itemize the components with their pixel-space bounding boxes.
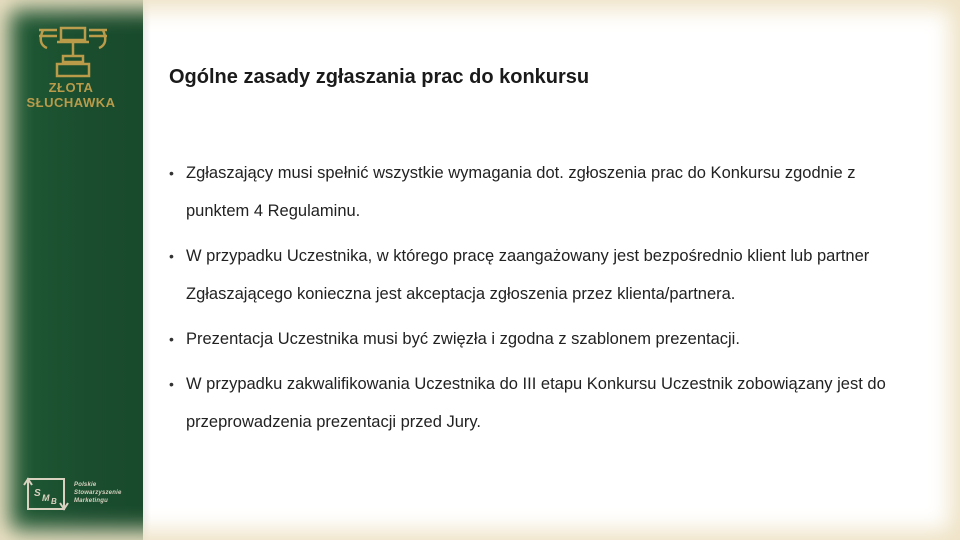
org-name-line2: Stowarzyszenie xyxy=(74,490,122,496)
psm-logo-icon xyxy=(22,475,70,513)
slide-title: Ogólne zasady zgłaszania prac do konkursu xyxy=(169,66,590,88)
bullet-item xyxy=(169,365,889,441)
bullet-text: W przypadku Uczestnika, w którego pracę zaangażowany jest bezpośrednio klient lub partner Zgłaszającego konieczna jest akceptacja zgłoszenia przez klienta/partnera. xyxy=(186,247,870,303)
org-name-line1: Polskie xyxy=(74,482,97,488)
logo-text-line2: SŁUCHAWKA xyxy=(26,95,116,110)
bullet-dot: • xyxy=(169,331,174,347)
bullet-text: Prezentacja Uczestnika musi być zwięzła i zgodna z szablonem prezentacji. xyxy=(186,330,740,348)
bullet-text: Zgłaszający musi spełnić wszystkie wymagania dot. zgłoszenia prac do Konkursu zgodnie z punktem 4 Regulaminu. xyxy=(186,164,856,220)
svg-text:S: S xyxy=(34,488,41,499)
bullet-list xyxy=(169,154,889,448)
org-name-line3: Marketingu xyxy=(74,498,109,504)
sidebar-shadow xyxy=(143,0,151,540)
bullet-dot: • xyxy=(169,165,174,181)
bullet-item xyxy=(169,320,889,358)
bullet-dot: • xyxy=(169,376,174,392)
svg-text:B: B xyxy=(51,497,57,506)
svg-text:M: M xyxy=(42,493,50,503)
logo-text-line1: ZŁOTA xyxy=(48,80,94,95)
bullet-item xyxy=(169,237,889,313)
trophy-icon xyxy=(33,22,113,80)
bullet-dot: • xyxy=(169,248,174,264)
bullet-item xyxy=(169,154,889,230)
bullet-text: W przypadku zakwalifikowania Uczestnika do III etapu Konkursu Uczestnik zobowiązany jest do przeprowadzenia prezentacji przed Jury. xyxy=(186,375,886,431)
